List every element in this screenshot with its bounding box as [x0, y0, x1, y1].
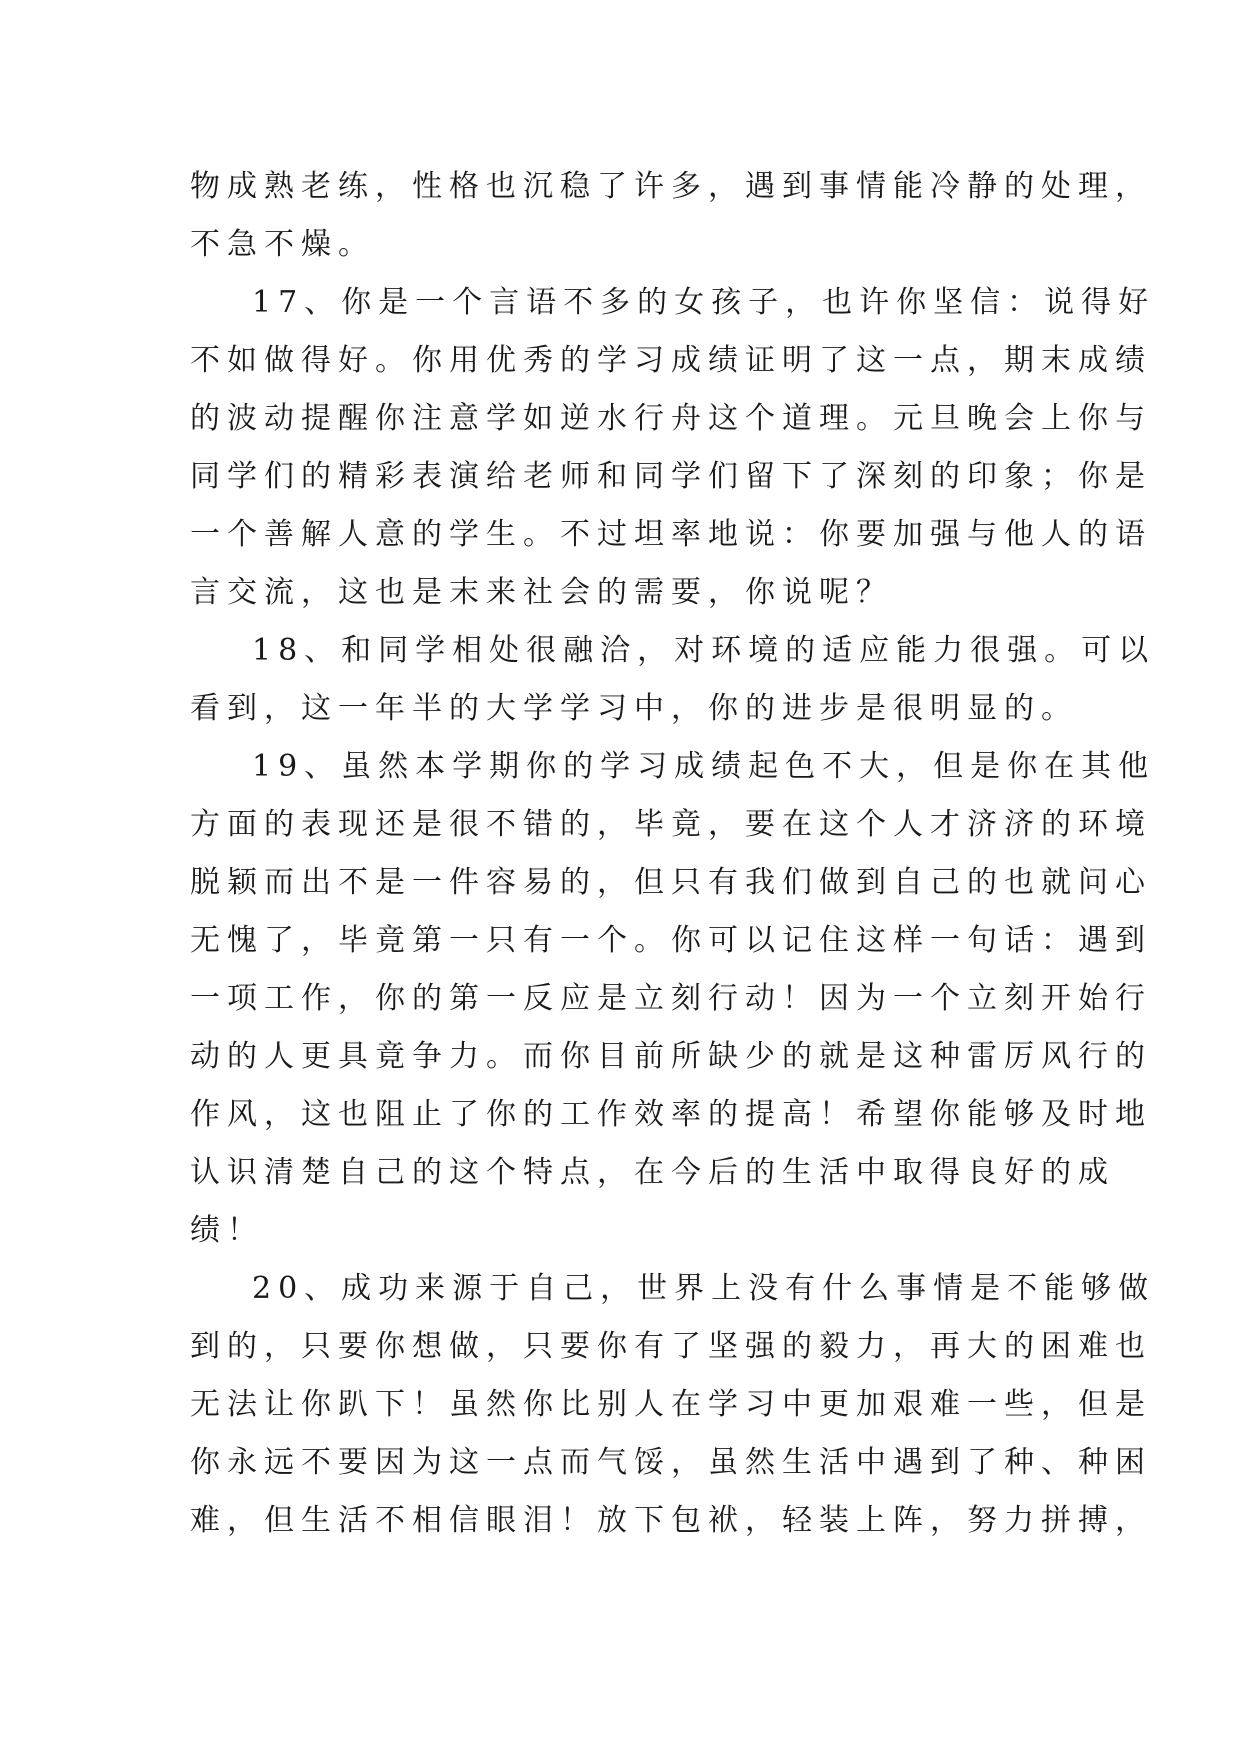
text-line: 的波动提醒你注意学如逆水行舟这个道理。元旦晚会上你与 — [190, 401, 1152, 436]
text-line: 物成熟老练，性格也沉稳了许多，遇到事情能冷静的处理， — [190, 169, 1152, 204]
text-line: 不急不燥。 — [190, 227, 375, 262]
text-line: 一项工作，你的第一反应是立刻行动！因为一个立刻开始行 — [190, 981, 1152, 1016]
paragraph-17-start: 17、你是一个言语不多的女孩子，也许你坚信：说得好 — [252, 285, 1156, 320]
text-line: 不如做得好。你用优秀的学习成绩证明了这一点，期末成绩 — [190, 343, 1152, 378]
document-body — [190, 158, 1156, 1550]
text-line: 无愧了，毕竟第一只有一个。你可以记住这样一句话：遇到 — [190, 923, 1152, 958]
paragraph-18-start: 18、和同学相处很融洽，对环境的适应能力很强。可以 — [252, 633, 1156, 668]
text-line: 看到，这一年半的大学学习中，你的进步是很明显的。 — [190, 691, 1078, 726]
text-line: 动的人更具竟争力。而你目前所缺少的就是这种雷厉风行的 — [190, 1039, 1152, 1074]
text-line: 到的，只要你想做，只要你有了坚强的毅力，再大的困难也 — [190, 1329, 1152, 1364]
text-line: 你永远不要因为这一点而气馁，虽然生活中遇到了种、种困 — [190, 1445, 1152, 1480]
text-line: 绩！ — [190, 1213, 264, 1248]
text-line: 言交流，这也是末来社会的需要，你说呢？ — [190, 575, 893, 610]
text-line: 认识清楚自己的这个特点，在今后的生活中取得良好的成 — [190, 1155, 1115, 1190]
text-line: 脱颖而出不是一件容易的，但只有我们做到自己的也就问心 — [190, 865, 1152, 900]
paragraph-20-start: 20、成功来源于自己，世界上没有什么事情是不能够做 — [252, 1271, 1156, 1306]
text-line: 无法让你趴下！虽然你比别人在学习中更加艰难一些，但是 — [190, 1387, 1152, 1422]
text-line: 作风，这也阻止了你的工作效率的提高！希望你能够及时地 — [190, 1097, 1152, 1132]
text-line: 一个善解人意的学生。不过坦率地说：你要加强与他人的语 — [190, 517, 1152, 552]
text-line: 难，但生活不相信眼泪！放下包袱，轻装上阵，努力拼搏， — [190, 1503, 1152, 1538]
text-line: 方面的表现还是很不错的，毕竟，要在这个人才济济的环境 — [190, 807, 1152, 842]
paragraph-19-start: 19、虽然本学期你的学习成绩起色不大，但是你在其他 — [252, 749, 1156, 784]
text-line: 同学们的精彩表演给老师和同学们留下了深刻的印象；你是 — [190, 459, 1152, 494]
